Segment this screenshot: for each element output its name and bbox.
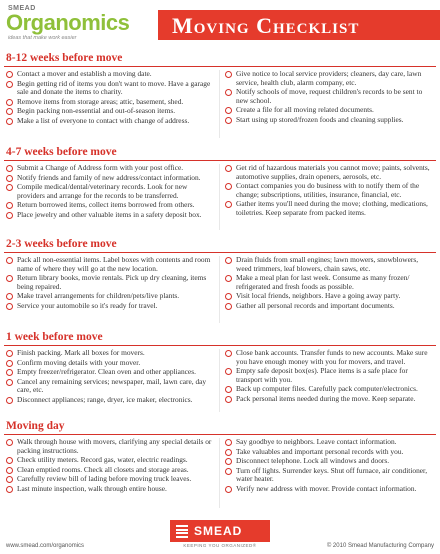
title-band — [158, 10, 440, 40]
section-title: Moving day — [6, 420, 65, 432]
checklist-section — [0, 238, 440, 327]
checklist-item — [223, 467, 433, 484]
checkbox-circle-icon[interactable] — [225, 107, 232, 114]
footer-copyright: © 2010 Smead Manufacturing Company — [326, 543, 434, 549]
checklist-item-text: Gather all personal records and important documents. — [236, 300, 395, 310]
header — [0, 0, 440, 46]
checklist-item-text: Get rid of hazardous materials you cannot move; paints, solvents, automotive supplies, drain openers, aerosols, etc. — [236, 163, 430, 181]
brand-tagline: ideas that make work easier — [8, 35, 77, 41]
checklist-item — [4, 98, 214, 107]
checklist-item — [4, 466, 214, 475]
checklist-item-text: Contact companies you do business with to notify them of the change; subscriptions, utilities, insurance, financial, etc. — [236, 181, 420, 199]
checklist-item — [4, 438, 214, 455]
section-divider — [4, 160, 436, 161]
checklist-column-left — [4, 349, 214, 406]
column-divider — [219, 164, 220, 230]
checklist-item — [4, 475, 214, 484]
checklist-item — [4, 183, 214, 200]
checkbox-circle-icon[interactable] — [6, 360, 13, 367]
checklist-item-text: Walk through house with movers, clarifying any special details or packing instructions. — [17, 437, 212, 455]
checkbox-circle-icon[interactable] — [225, 303, 232, 310]
section-title: 8-12 weeks before move — [6, 52, 123, 64]
checkbox-circle-icon[interactable] — [6, 486, 13, 493]
checklist-column-right — [223, 256, 433, 312]
checkbox-circle-icon[interactable] — [6, 108, 13, 115]
section-title: 2-3 weeks before move — [6, 238, 117, 250]
checklist-item-text: Carefully review bill of lading before moving truck leaves. — [17, 474, 192, 484]
checkbox-circle-icon[interactable] — [6, 397, 13, 404]
checkbox-circle-icon[interactable] — [225, 458, 232, 465]
checklist-item — [223, 116, 433, 125]
checklist-item — [4, 485, 214, 494]
checklist-item — [4, 359, 214, 368]
checkbox-circle-icon[interactable] — [6, 175, 13, 182]
checklist-item-text: Make travel arrangements for children/pets/live plants. — [17, 291, 180, 301]
checklist-column-left — [4, 70, 214, 127]
checklist-item-text: Check utility meters. Record gas, water, electric readings. — [17, 455, 188, 465]
checkbox-circle-icon[interactable] — [6, 457, 13, 464]
logo-text: SMEAD — [194, 524, 243, 538]
checkbox-circle-icon[interactable] — [6, 257, 13, 264]
checklist-item-text: Clean emptied rooms. Check all closets and storage areas. — [17, 464, 189, 474]
checklist-item-text: Say goodbye to neighbors. Leave contact information. — [236, 437, 397, 446]
checklist-item — [223, 457, 433, 466]
checkbox-circle-icon[interactable] — [225, 71, 232, 78]
checklist-item-text: Begin getting rid of items you don't want to move. Have a garage sale and donate the items to charity. — [17, 78, 211, 97]
checkbox-circle-icon[interactable] — [6, 202, 13, 209]
checklist-item-text: Disconnect appliances; range, dryer, ice maker, electronics. — [17, 394, 193, 404]
checklist-item — [4, 302, 214, 311]
checkbox-circle-icon[interactable] — [225, 165, 232, 172]
checkbox-circle-icon[interactable] — [225, 439, 232, 446]
checklist-item — [4, 274, 214, 291]
checklist-section — [0, 420, 440, 512]
checklist-column-right — [223, 70, 433, 126]
checklist-column-left — [4, 438, 214, 495]
checklist-item-text: Notify schools of move, request children's records to be sent to new school. — [236, 87, 423, 105]
checklist-item — [223, 349, 433, 366]
checkbox-circle-icon[interactable] — [225, 449, 232, 456]
section-divider — [4, 434, 436, 435]
checklist-item-text: Make a meal plan for last week. Consume as many frozen/ refrigerated and fresh foods as possible. — [236, 273, 410, 291]
checkbox-circle-icon[interactable] — [6, 212, 13, 219]
checkbox-circle-icon[interactable] — [6, 439, 13, 446]
checklist-item — [4, 174, 214, 183]
checklist-item — [223, 164, 433, 181]
checklist-item — [4, 292, 214, 301]
brand-company: SMEAD — [8, 5, 36, 12]
checkbox-circle-icon[interactable] — [6, 369, 13, 376]
checkbox-circle-icon[interactable] — [6, 379, 13, 386]
checklist-item — [4, 211, 214, 220]
checklist-item — [4, 256, 214, 273]
checkbox-circle-icon[interactable] — [225, 117, 232, 124]
checkbox-circle-icon[interactable] — [225, 183, 232, 190]
section-header — [0, 52, 440, 66]
checklist-item-text: Empty safe deposit box(es). Place items is a safe place for transport with you. — [236, 366, 408, 384]
checklist-item — [223, 485, 433, 494]
checklist-item-text: Place jewelry and other valuable items in a safety deposit box. — [17, 209, 202, 219]
checkbox-circle-icon[interactable] — [6, 350, 13, 357]
checklist-item-text: Contact a mover and establish a moving date. — [17, 69, 152, 78]
checklist-item-text: Return borrowed items, collect items borrowed from others. — [17, 200, 195, 210]
checklist-item — [223, 395, 433, 404]
brand-logo — [6, 4, 156, 42]
checklist-item-text: Pack all non-essential items. Label boxes with contents and room name of where they will go at the new location. — [17, 255, 211, 273]
checklist-item-text: Visit local friends, neighbors. Have a going away party. — [236, 291, 401, 301]
checklist-item-text: Return library books, movie rentals. Pick up dry cleaning, items being repaired. — [17, 273, 207, 291]
checklist-item-text: Back up computer files. Carefully pack computer/electronics. — [236, 384, 418, 394]
checkbox-circle-icon[interactable] — [225, 368, 232, 375]
checklist-item — [4, 70, 214, 79]
checklist-item — [4, 107, 214, 116]
checklist-item — [223, 274, 433, 291]
checklist-column-right — [223, 438, 433, 495]
checkbox-circle-icon[interactable] — [225, 201, 232, 208]
checklist-column-right — [223, 164, 433, 219]
checkbox-circle-icon[interactable] — [225, 386, 232, 393]
checklist-item-text: Close bank accounts. Transfer funds to new accounts. Make sure you have enough money with you for movers, and travel. — [236, 348, 428, 366]
checklist-item-text: Last minute inspection, walk through entire house. — [17, 483, 167, 493]
checklist-item-text: Verify new address with mover. Provide contact information. — [236, 483, 417, 493]
checkbox-circle-icon[interactable] — [225, 468, 232, 475]
section-title: 4-7 weeks before move — [6, 146, 117, 158]
checkbox-circle-icon[interactable] — [6, 467, 13, 474]
section-header — [0, 420, 440, 434]
logo-tagline: KEEPING YOU ORGANIZED® — [183, 543, 257, 548]
checklist-item-text: Drain fluids from small engines; lawn mowers, snowblowers, weed trimmers, leaf blowers, chain saws, etc. — [236, 255, 419, 273]
checkbox-circle-icon[interactable] — [225, 396, 232, 403]
checklist-item-text: Finish packing. Mark all boxes for movers. — [17, 348, 145, 357]
checkbox-circle-icon[interactable] — [6, 303, 13, 310]
checklist-item — [223, 70, 433, 87]
checklist-column-left — [4, 256, 214, 312]
checklist-item — [4, 201, 214, 210]
checklist-item-text: Remove items from storage areas; attic, basement, shed. — [17, 96, 184, 106]
checklist-item — [4, 378, 214, 395]
checklist-item — [4, 349, 214, 358]
footer — [0, 516, 440, 554]
section-header — [0, 331, 440, 345]
section-divider — [4, 66, 436, 67]
checklist-item — [4, 80, 214, 97]
checkbox-circle-icon[interactable] — [6, 476, 13, 483]
checklist-item-text: Begin packing non-essential and out-of-season items. — [17, 106, 176, 116]
checklist-section — [0, 52, 440, 142]
checklist-item — [223, 448, 433, 457]
section-header — [0, 146, 440, 160]
checklist-item — [4, 117, 214, 126]
smead-logo — [170, 520, 270, 542]
checkbox-circle-icon[interactable] — [6, 99, 13, 106]
checklist-item-text: Submit a Change of Address form with your post office. — [17, 163, 184, 172]
checklist-item — [223, 88, 433, 105]
checkbox-circle-icon[interactable] — [6, 71, 13, 78]
checklist-item-text: Compile medical/dental/veterinary records. Look for new providers and arrange for the records to be transferred. — [17, 182, 188, 200]
checkbox-circle-icon[interactable] — [225, 89, 232, 96]
checkbox-circle-icon[interactable] — [225, 350, 232, 357]
checklist-item — [4, 368, 214, 377]
checklist-item-text: Create a file for all moving related documents. — [236, 105, 374, 115]
page-title: Moving Checklist — [172, 13, 360, 38]
checklist-item-text: Pack personal items needed during the move. Keep separate. — [236, 393, 416, 403]
checkbox-circle-icon[interactable] — [225, 275, 232, 282]
checklist-item-text: Start using up stored/frozen foods and cleaning supplies. — [236, 114, 404, 124]
checkbox-circle-icon[interactable] — [6, 293, 13, 300]
column-divider — [219, 349, 220, 412]
checkbox-circle-icon[interactable] — [225, 293, 232, 300]
checklist-item-text: Notify friends and family of new address/contact information. — [17, 172, 201, 182]
column-divider — [219, 256, 220, 323]
checklist-item — [223, 302, 433, 311]
column-divider — [219, 70, 220, 138]
section-divider — [4, 345, 436, 346]
checklist-item-text: Gather items you'll need during the move; clothing, medications, toiletries. Keep separate from packed items. — [236, 199, 428, 217]
checkbox-circle-icon[interactable] — [6, 184, 13, 191]
checklist-item-text: Make a list of everyone to contact with change of address. — [17, 115, 190, 125]
checklist-section — [0, 146, 440, 234]
checklist-item-text: Disconnect telephone. Lock all windows and doors. — [236, 456, 390, 466]
checklist-item — [223, 106, 433, 115]
checklist-section — [0, 331, 440, 416]
checklist-item-text: Service your automobile so it's ready for travel. — [17, 300, 158, 310]
section-header — [0, 238, 440, 252]
checklist-item-text: Take valuables and important personal records with you. — [236, 446, 404, 456]
checklist-item-text: Confirm moving details with your mover. — [17, 357, 141, 367]
checklist-item — [223, 385, 433, 394]
checkbox-circle-icon[interactable] — [225, 257, 232, 264]
checkbox-circle-icon[interactable] — [6, 81, 13, 88]
checkbox-circle-icon[interactable] — [6, 165, 13, 172]
checklist-item — [4, 456, 214, 465]
checklist-item — [223, 200, 433, 217]
checklist-item-text: Empty freezer/refrigerator. Clean oven and other appliances. — [17, 367, 196, 377]
checklist-item — [4, 396, 214, 405]
smead-mark-icon — [176, 525, 188, 537]
footer-url[interactable]: www.smead.com/organomics — [6, 543, 85, 549]
checklist-item — [223, 256, 433, 273]
checkbox-circle-icon[interactable] — [6, 275, 13, 282]
checkbox-circle-icon[interactable] — [225, 486, 232, 493]
checkbox-circle-icon[interactable] — [6, 118, 13, 125]
brand-name: Organomics — [6, 10, 130, 35]
checklist-item — [4, 164, 214, 173]
checklist-item — [223, 438, 433, 447]
checklist-item-text: Give notice to local service providers; cleaners, day care, lawn service, health club, alarm company, etc. — [236, 69, 422, 87]
section-title: 1 week before move — [6, 331, 103, 343]
checklist-column-left — [4, 164, 214, 221]
section-divider — [4, 252, 436, 253]
checklist-item-text: Turn off lights. Surrender keys. Shut off furnace, air conditioner, water heater. — [236, 465, 428, 484]
checklist-item — [223, 367, 433, 384]
checklist-column-right — [223, 349, 433, 405]
checklist-item-text: Cancel any remaining services; newspaper, mail, lawn care, day care, etc. — [17, 376, 207, 395]
checklist-item — [223, 292, 433, 301]
column-divider — [219, 438, 220, 508]
checklist-item — [223, 182, 433, 199]
